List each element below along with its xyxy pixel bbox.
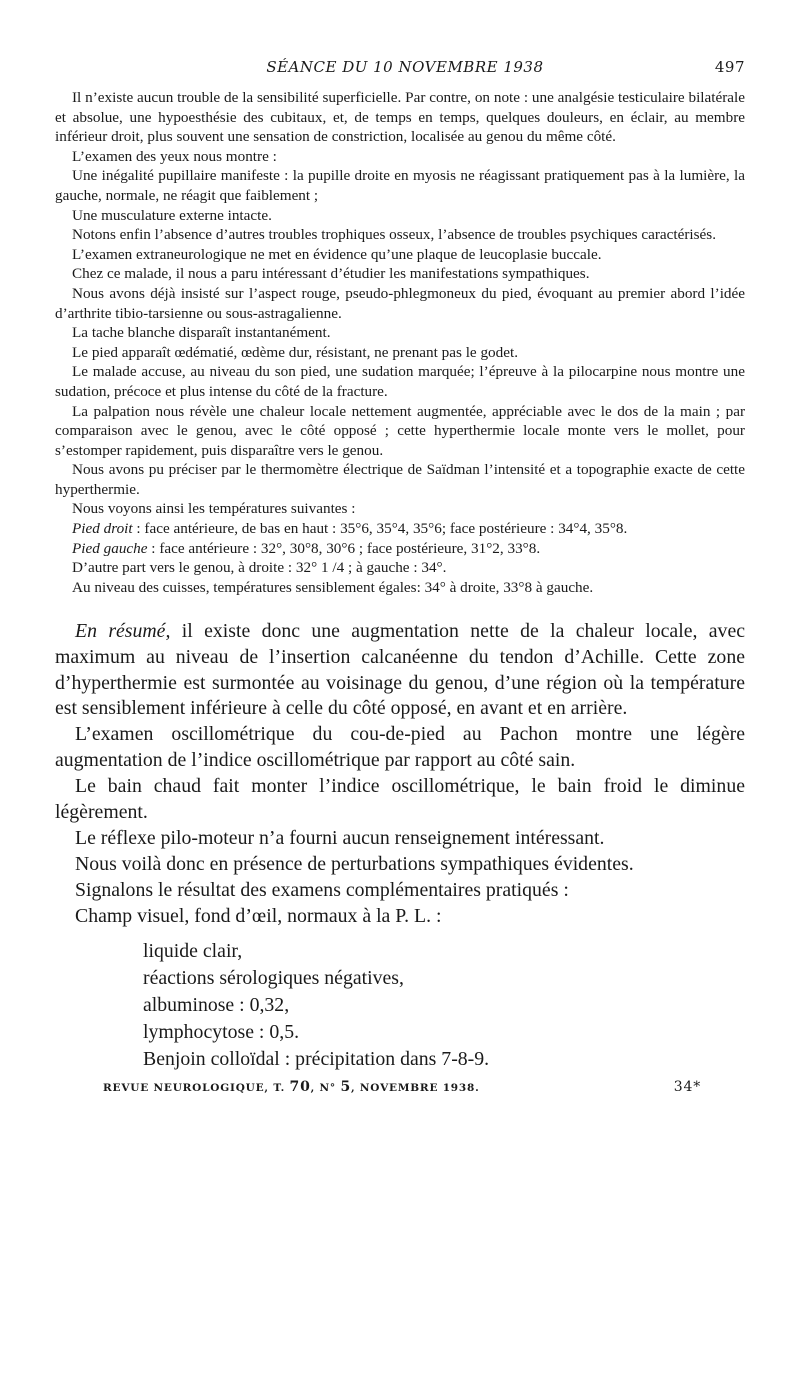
paragraph: Nous avons déjà insisté sur l’aspect rouge, pseudo-phlegmoneux du pied, évoquant au premier abord l’idée d’arthrite tibio-tarsienne ou sous-astragalienne. bbox=[55, 284, 745, 322]
lab-result-item: Benjoin colloïdal : précipitation dans 7-8-9. bbox=[143, 1047, 490, 1070]
paragraph: Le bain chaud fait monter l’indice oscillométrique, le bain froid le diminue légèrement. bbox=[55, 775, 745, 823]
paragraph: Chez ce malade, il nous a paru intéressant d’étudier les manifestations sympathiques. bbox=[72, 265, 590, 283]
paragraph: Champ visuel, fond d’œil, normaux à la P. L. : bbox=[75, 904, 442, 927]
paragraph: La tache blanche disparaît instantanément. bbox=[72, 324, 331, 342]
summary-paragraph bbox=[55, 619, 745, 721]
paragraph: Une musculature externe intacte. bbox=[72, 206, 272, 224]
right-foot-temperatures bbox=[55, 519, 745, 539]
journal-prefix: REVUE NEUROLOGIQUE, T. bbox=[103, 1081, 290, 1094]
right-foot-values: : face antérieure, de bas en haut : 35°6, 35°4, 35°6; face postérieure : 34°4, 35°8. bbox=[132, 520, 628, 538]
paragraph: Le malade accuse, au niveau du son pied, une sudation marquée; l’épreuve à la pilocarpine nous montre une sudation, précoce et plus intense du côté de la fracture. bbox=[55, 363, 745, 400]
paragraph: Le pied apparaît œdématié, œdème dur, résistant, ne prenant pas le godet. bbox=[72, 343, 518, 361]
paragraph: La palpation nous révèle une chaleur locale nettement augmentée, appréciable avec le dos de la main ; par comparaison avec le genou, avec le côté opposé ; cette hyperthermie locale monte vers le mollet, pour s’estomper rapidement, puis disparaître vers le genou. bbox=[55, 402, 745, 459]
page-footer bbox=[55, 1079, 745, 1095]
left-foot-temperatures bbox=[55, 539, 745, 559]
paragraph: L’examen des yeux nous montre : bbox=[72, 147, 277, 165]
lab-result-item: lymphocytose : 0,5. bbox=[143, 1020, 300, 1043]
lab-result-item: réactions sérologiques négatives, bbox=[143, 966, 404, 989]
issue-label: , N° bbox=[310, 1081, 341, 1094]
running-title: SÉANCE DU 10 NOVEMBRE 1938 bbox=[266, 58, 544, 76]
journal-date: , NOVEMBRE 1938. bbox=[351, 1081, 480, 1094]
paragraph: L’examen extraneurologique ne met en évidence qu’une plaque de leucoplasie buccale. bbox=[72, 245, 602, 263]
printer-signature: 34* bbox=[673, 1078, 701, 1095]
left-foot-label: Pied gauche bbox=[72, 539, 148, 557]
paragraph: Nous voilà donc en présence de perturbations sympathiques évidentes. bbox=[75, 852, 634, 875]
clinical-observation-section bbox=[55, 88, 745, 597]
page-number: 497 bbox=[714, 58, 745, 76]
lab-results-list bbox=[143, 938, 745, 1073]
journal-citation bbox=[55, 1079, 480, 1095]
thigh-temperatures: Au niveau des cuisses, températures sensiblement égales: 34° à droite, 33°8 à gauche. bbox=[72, 578, 594, 596]
paragraph: Nous voyons ainsi les températures suivantes : bbox=[72, 500, 356, 518]
summary-section bbox=[55, 619, 745, 1072]
page-header bbox=[55, 58, 745, 76]
paragraph: Notons enfin l’absence d’autres troubles trophiques osseux, l’absence de troubles psychiques caractérisés. bbox=[72, 226, 717, 244]
paragraph: Nous avons pu préciser par le thermomètre électrique de Saïdman l’intensité et a topographie exacte de cette hyperthermie. bbox=[55, 461, 745, 498]
knee-temperatures: D’autre part vers le genou, à droite : 32° 1 /4 ; à gauche : 34°. bbox=[72, 559, 447, 577]
paragraph: Il n’existe aucun trouble de la sensibilité superficielle. Par contre, on note : une analgésie testiculaire bilatérale et absolue, une hypoesthésie des cubitaux, et, de temps en temps, quelques douleurs, en éclair, au membre inférieur droit, plus souvent une sensation de constriction, localisée au genou du même côté. bbox=[55, 89, 745, 146]
lab-result-item: liquide clair, bbox=[143, 939, 243, 962]
summary-lead: En résumé, bbox=[75, 620, 171, 643]
journal-issue: 5 bbox=[340, 1078, 351, 1095]
paragraph: Le réflexe pilo-moteur n’a fourni aucun renseignement intéressant. bbox=[75, 826, 605, 849]
journal-volume: 70 bbox=[289, 1078, 311, 1095]
paragraph: Signalons le résultat des examens complémentaires pratiqués : bbox=[75, 878, 569, 901]
paragraph: L’examen oscillométrique du cou-de-pied au Pachon montre une légère augmentation de l’indice oscillométrique par rapport au côté sain. bbox=[55, 723, 745, 771]
lab-result-item: albuminose : 0,32, bbox=[143, 993, 290, 1016]
paragraph: Une inégalité pupillaire manifeste : la pupille droite en myosis ne réagissant pratiquement pas à la lumière, la gauche, normale, ne réagit que faiblement ; bbox=[55, 167, 745, 204]
document-page bbox=[55, 58, 745, 1095]
right-foot-label: Pied droit bbox=[72, 520, 133, 538]
summary-body: il existe donc une augmentation nette de la chaleur locale, avec maximum au niveau de l’insertion calcanéenne du tendon d’Achille. Cette zone d’hyperthermie est surmontée au voisinage du genou, d’une région où la température est sensiblement inférieure à celle du côté opposé, en avant et en arrière. bbox=[55, 620, 746, 720]
left-foot-values: : face antérieure : 32°, 30°8, 30°6 ; face postérieure, 31°2, 33°8. bbox=[147, 539, 541, 557]
